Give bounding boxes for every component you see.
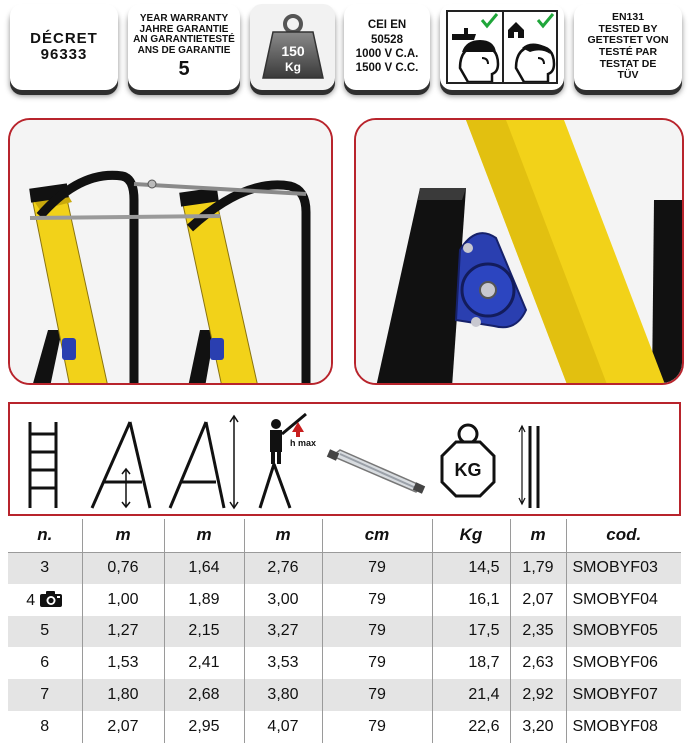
warranty-line-de: JAHRE GARANTIE [139,23,229,35]
ladder-joint-illustration [356,120,684,385]
weight-kg-icon [442,425,494,496]
cell-ladder-height [164,711,244,743]
cell-closed-length-value: 3,20 [522,717,554,735]
cell-platform-height-value: 1,80 [107,686,139,704]
cell-max-height [244,711,322,743]
cell-weight [432,711,510,743]
camera-icon [39,590,63,608]
cell-ladder-height [164,584,244,616]
load-badge [250,4,335,90]
cell-steps-value: 4 [26,591,36,609]
en131-line-1: EN131 [611,11,645,24]
cell-code-value: SMOBYF03 [572,559,658,577]
cell-steps-value: 3 [40,559,50,577]
warranty-years: 5 [178,58,190,80]
cell-steps-value: 5 [40,622,50,640]
header-width: cm [322,519,432,552]
cell-max-height-value: 4,07 [267,717,299,735]
cell-closed-length [510,552,566,584]
cell-width [322,711,432,743]
cell-steps [8,647,82,679]
cell-platform-height [82,552,164,584]
cell-weight-value: 16,1 [468,590,500,608]
ladder-top-illustration [10,120,333,385]
cell-weight [432,679,510,711]
decret-number: 96333 [40,46,88,63]
check-icon [538,14,553,26]
cell-platform-height [82,647,164,679]
outdoor-use-cell [448,12,504,82]
outdoor-worker-icon [448,12,502,82]
cei-line-2: 50528 [371,33,403,46]
cell-max-height [244,616,322,648]
ladder-height-icon [170,416,238,508]
cell-code [566,616,681,648]
cell-platform-height [82,679,164,711]
en131-line-4: TESTÉ PAR [598,46,658,58]
header-weight: Kg [432,519,510,552]
cei-line-4: 1500 V C.C. [355,62,419,75]
cell-platform-height-value: 1,00 [107,590,139,608]
max-height-label: h max [290,438,317,448]
ladder-joint-photo [354,118,684,385]
load-weight-icon [258,12,328,82]
cell-closed-length [510,584,566,616]
max-height-icon [260,414,316,508]
cei-line-3: 1000 V C.A. [355,48,419,60]
cell-closed-length-value: 2,07 [522,590,554,608]
cell-ladder-height-value: 2,68 [188,686,220,704]
cell-platform-height [82,711,164,743]
cell-platform-height-value: 2,07 [107,717,139,735]
cell-steps [8,584,82,616]
cell-width-value: 79 [368,686,386,704]
cell-max-height-value: 3,27 [267,622,299,640]
table-header-row [8,519,681,552]
cell-steps [8,552,82,584]
closed-depth-icon [519,426,538,508]
cell-platform-height [82,584,164,616]
cell-code-value: SMOBYF05 [572,622,658,640]
cell-steps [8,616,82,648]
load-value: 150 [280,43,305,59]
platform-height-icon [92,422,150,508]
cell-width-value: 79 [368,717,386,735]
header-code: cod. [566,519,681,552]
cell-width [322,584,432,616]
ladder-steps-icon [30,422,56,508]
cell-code [566,679,681,711]
cei-badge [344,4,430,90]
cell-width-value: 79 [368,590,386,608]
cell-weight [432,552,510,584]
cell-platform-height-value: 0,76 [107,559,139,577]
cell-weight-value: 18,7 [468,654,500,672]
cell-weight [432,616,510,648]
table-row [8,711,681,743]
check-icon [482,14,497,26]
header-platform-height: m [82,519,164,552]
cell-ladder-height-value: 2,15 [188,622,220,640]
cell-max-height [244,647,322,679]
cell-code [566,647,681,679]
cell-weight-value: 14,5 [468,559,500,577]
ladder-spec-table [8,519,681,743]
cell-closed-length-value: 2,63 [522,654,554,672]
cell-width [322,552,432,584]
header-ladder-height: m [164,519,244,552]
cell-ladder-height-value: 1,89 [188,590,220,608]
cell-ladder-height-value: 1,64 [188,559,220,577]
cell-platform-height-value: 1,27 [107,622,139,640]
cell-code-value: SMOBYF07 [572,686,658,704]
table-row [8,616,681,648]
warranty-line-ro: AN GARANTIETESTÉ [133,34,235,45]
table-row [8,679,681,711]
dimension-icons-strip [8,402,681,516]
cell-closed-length-value: 2,92 [522,686,554,704]
cell-weight-value: 22,6 [468,717,500,735]
cell-max-height-value: 2,76 [267,559,299,577]
cell-code [566,552,681,584]
cell-closed-length-value: 1,79 [522,559,554,577]
en131-badge [574,4,682,90]
indoor-worker-icon [504,12,558,82]
cell-code [566,584,681,616]
cell-code [566,711,681,743]
cei-line-1: CEI EN [367,19,407,32]
cell-max-height [244,552,322,584]
cell-width [322,616,432,648]
cell-ladder-height [164,616,244,648]
cell-ladder-height-value: 2,95 [188,717,220,735]
cell-steps [8,679,82,711]
cell-width-value: 79 [368,559,386,577]
cell-platform-height-value: 1,53 [107,654,139,672]
indoor-use-cell [504,12,558,82]
table-row [8,552,681,584]
cell-width-value: 79 [368,622,386,640]
cell-code-value: SMOBYF04 [572,590,658,608]
cell-code-value: SMOBYF06 [572,654,658,672]
header-max-height: m [244,519,322,552]
cell-closed-length [510,711,566,743]
warranty-line-fr: ANS DE GARANTIE [137,44,231,56]
cell-closed-length [510,647,566,679]
en131-line-3: GETESTET VON [587,34,669,47]
cell-width [322,679,432,711]
ladder-top-photo [8,118,333,385]
cell-width-value: 79 [368,654,386,672]
decret-badge [10,4,118,90]
usage-badge [440,4,564,90]
cell-code-value: SMOBYF08 [572,717,658,735]
weight-label: KG [454,460,482,480]
cell-steps-value: 6 [40,654,50,672]
cell-weight-value: 21,4 [468,686,500,704]
warranty-badge [128,4,240,90]
en131-line-6: TÜV [617,69,639,82]
cell-max-height-value: 3,80 [267,686,299,704]
cell-ladder-height [164,647,244,679]
cell-steps [8,711,82,743]
cell-ladder-height-value: 2,41 [188,654,220,672]
header-closed-length: m [510,519,566,552]
cell-max-height-value: 3,00 [267,590,299,608]
cell-width [322,647,432,679]
cell-steps-value: 8 [40,717,50,735]
warranty-line-en: YEAR WARRANTY [139,13,229,24]
cell-closed-length [510,679,566,711]
cell-closed-length [510,616,566,648]
cell-steps-value: 7 [40,686,50,704]
cell-max-height [244,679,322,711]
cell-weight [432,584,510,616]
cell-weight-value: 17,5 [468,622,500,640]
en131-line-5: TESTAT DE [599,57,657,70]
decret-label: DÉCRET [30,30,98,48]
header-steps: n. [8,519,82,552]
cell-ladder-height [164,679,244,711]
cell-platform-height [82,616,164,648]
cell-max-height-value: 3,53 [267,654,299,672]
cell-closed-length-value: 2,35 [522,622,554,640]
cell-weight [432,647,510,679]
rail-width-icon [327,449,425,493]
cell-ladder-height [164,552,244,584]
cell-max-height [244,584,322,616]
load-unit: Kg [284,60,301,74]
en131-line-2: TESTED BY [598,22,658,35]
table-row [8,647,681,679]
table-row [8,584,681,616]
